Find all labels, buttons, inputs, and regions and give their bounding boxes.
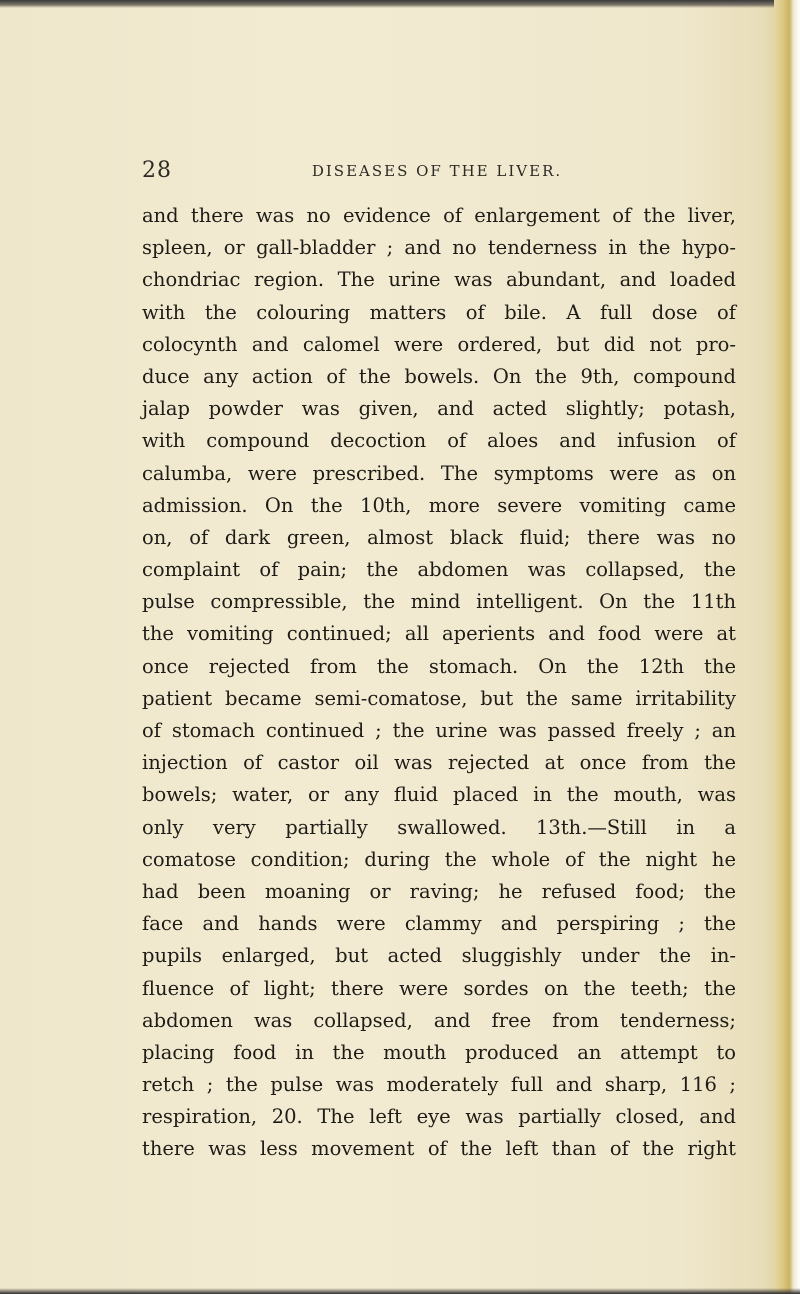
text-line: bowels; water, or any fluid placed in the mouth, was [142, 783, 736, 807]
page-top-edge [0, 0, 800, 8]
text-line: patient became semi-comatose, but the same irritability [142, 686, 736, 710]
text-line: retch ; the pulse was moderately full and sharp, 116 ; [142, 1073, 736, 1097]
text-line: chondriac region. The urine was abundant, and loaded [142, 268, 736, 292]
page-number: 28 [142, 158, 172, 183]
page-bottom-edge [0, 1288, 800, 1294]
body-text [142, 200, 736, 1166]
text-line: there was less movement of the left than of the right [142, 1137, 736, 1161]
text-line: jalap powder was given, and acted slightly; potash, [142, 397, 736, 421]
page-header [142, 158, 732, 198]
text-line: spleen, or gall-bladder ; and no tenderness in the hypo- [142, 236, 736, 260]
text-line: had been moaning or raving; he refused food; the [142, 879, 736, 903]
text-line: comatose condition; during the whole of the night he [142, 847, 736, 871]
text-line: once rejected from the stomach. On the 12th the [142, 654, 736, 678]
page-gutter-edge [774, 0, 800, 1294]
text-line: with compound decoction of aloes and infusion of [142, 429, 736, 453]
text-line: colocynth and calomel were ordered, but did not pro- [142, 332, 736, 356]
text-line: fluence of light; there were sordes on the teeth; the [142, 976, 736, 1000]
text-line: and there was no evidence of enlargement of the liver, [142, 204, 736, 227]
text-line: injection of castor oil was rejected at once from the [142, 751, 736, 775]
text-line: pupils enlarged, but acted sluggishly under the in- [142, 944, 736, 968]
text-line: the vomiting continued; all aperients and food were at [142, 622, 736, 646]
text-line: calumba, were prescribed. The symptoms were as on [142, 461, 736, 485]
text-line: pulse compressible, the mind intelligent. On the 11th [142, 590, 736, 614]
text-line: of stomach continued ; the urine was passed freely ; an [142, 719, 736, 742]
text-line: with the colouring matters of bile. A full dose of [142, 300, 736, 324]
text-line: abdomen was collapsed, and free from tenderness; [142, 1008, 736, 1032]
text-line: duce any action of the bowels. On the 9th, compound [142, 364, 736, 388]
text-line: face and hands were clammy and perspiring ; the [142, 912, 736, 936]
text-line: complaint of pain; the abdomen was collapsed, the [142, 558, 736, 582]
text-line: respiration, 20. The left eye was partially closed, and [142, 1105, 736, 1129]
text-line: on, of dark green, almost black fluid; there was no [142, 525, 736, 549]
text-line: placing food in the mouth produced an attempt to [142, 1040, 736, 1064]
running-head: DISEASES OF THE LIVER. [311, 162, 563, 180]
text-line: admission. On the 10th, more severe vomiting came [142, 493, 736, 517]
text-line: only very partially swallowed. 13th.—Still in a [142, 815, 736, 839]
